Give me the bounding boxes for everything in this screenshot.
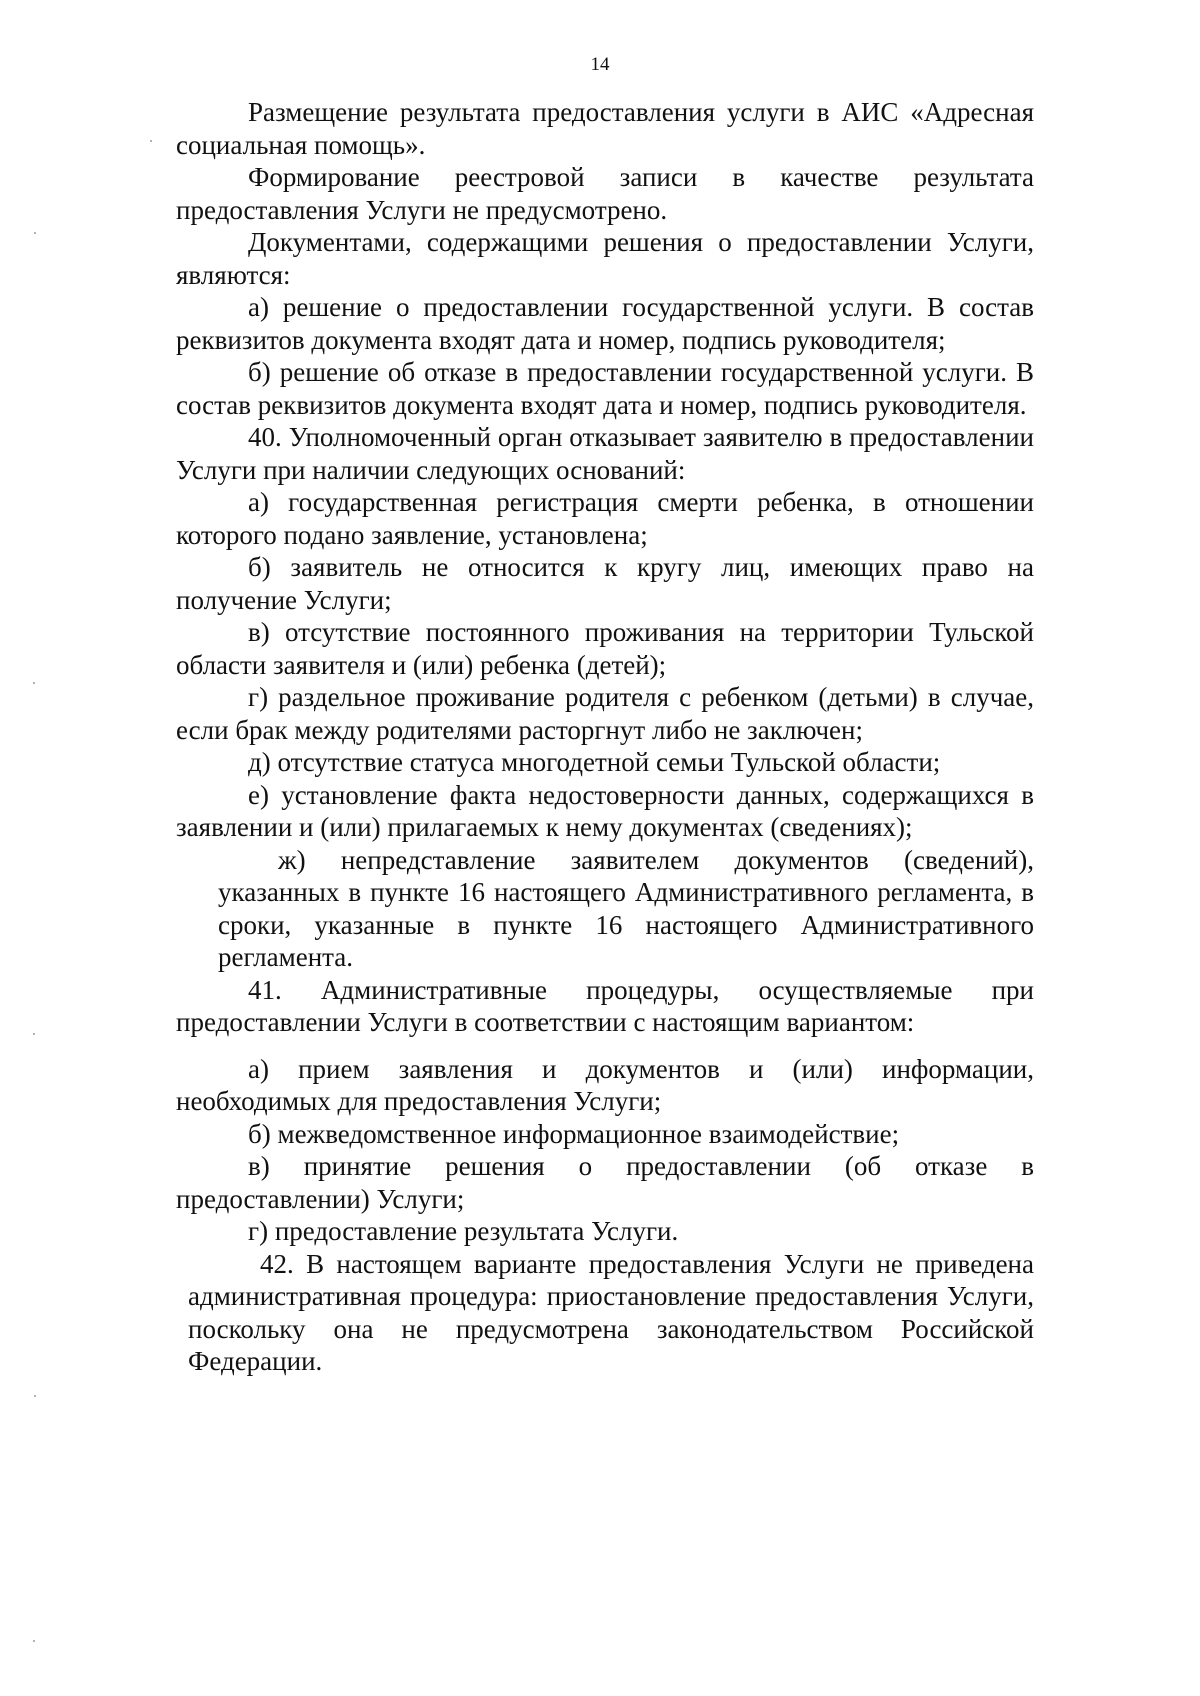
- paragraph-registry-record: Формирование реестровой записи в качестве результата предоставления Услуги не предусмотрено.: [176, 162, 1034, 225]
- list-item-procedure-b: б) межведомственное информационное взаимодействие;: [248, 1118, 900, 1149]
- list-item-ground-d: д) отсутствие статуса многодетной семьи Тульской области;: [248, 747, 941, 777]
- list-item-decision-grant: а) решение о предоставлении государственной услуги. В состав реквизитов документа входят дата и номер, подпись руководителя;: [176, 292, 1034, 355]
- list-item-procedure-v: в) принятие решения о предоставлении (об отказе в предоставлении) Услуги;: [176, 1151, 1034, 1214]
- list-item-ground-v: в) отсутствие постоянного проживания на территории Тульской области заявителя и (или) ребенка (детей);: [176, 617, 1034, 680]
- list-item-ground-a: а) государственная регистрация смерти ребенка, в отношении которого подано заявление, установлена;: [176, 487, 1034, 550]
- list-item-decision-refusal: б) решение об отказе в предоставлении государственной услуги. В состав реквизитов документа входят дата и номер, подпись руководителя.: [176, 357, 1034, 420]
- list-item-ground-zh: ж) непредставление заявителем документов (сведений), указанных в пункте 16 настоящего Административного регламента, в сроки, указанные в пункте 16 настоящего Административного регламента.: [218, 844, 1034, 972]
- scan-artifact: [33, 1033, 35, 1035]
- scan-artifact: [34, 1395, 36, 1397]
- section-41-procedures: 41. Административные процедуры, осуществляемые при предоставлении Услуги в соответствии с настоящим вариантом:: [176, 974, 1034, 1037]
- list-item-procedure-g: г) предоставление результата Услуги.: [248, 1216, 679, 1246]
- list-item-ground-b: б) заявитель не относится к кругу лиц, имеющих право на получение Услуги;: [176, 552, 1034, 615]
- scan-artifact: [150, 140, 152, 142]
- paragraph-decision-documents: Документами, содержащими решения о предоставлении Услуги, являются:: [176, 227, 1034, 290]
- list-item-ground-g: г) раздельное проживание родителя с ребенком (детьми) в случае, если брак между родителями расторгнут либо не заключен;: [176, 682, 1034, 745]
- list-item-procedure-a: а) прием заявления и документов и (или) информации, необходимых для предоставления Услуги;: [176, 1053, 1034, 1116]
- paragraph-result-placement: Размещение результата предоставления услуги в АИС «Адресная социальная помощь».: [176, 97, 1034, 160]
- section-42-suspension: 42. В настоящем варианте предоставления Услуги не приведена административная процедура: приостановление предоставления Услуги, поскольку она не предусмотрена законодательством Российской Федерации.: [188, 1248, 1034, 1376]
- scan-artifact: [34, 232, 36, 234]
- list-item-ground-e: е) установление факта недостоверности данных, содержащихся в заявлении и (или) прилагаемых к нему документах (сведениях);: [176, 779, 1034, 842]
- scan-artifact: [33, 682, 35, 684]
- page-number: 14: [590, 54, 610, 75]
- scan-artifact: [33, 1640, 35, 1642]
- document-body: [176, 96, 1034, 1378]
- section-40-refusal-grounds: 40. Уполномоченный орган отказывает заявителю в предоставлении Услуги при наличии следующих оснований:: [176, 422, 1034, 485]
